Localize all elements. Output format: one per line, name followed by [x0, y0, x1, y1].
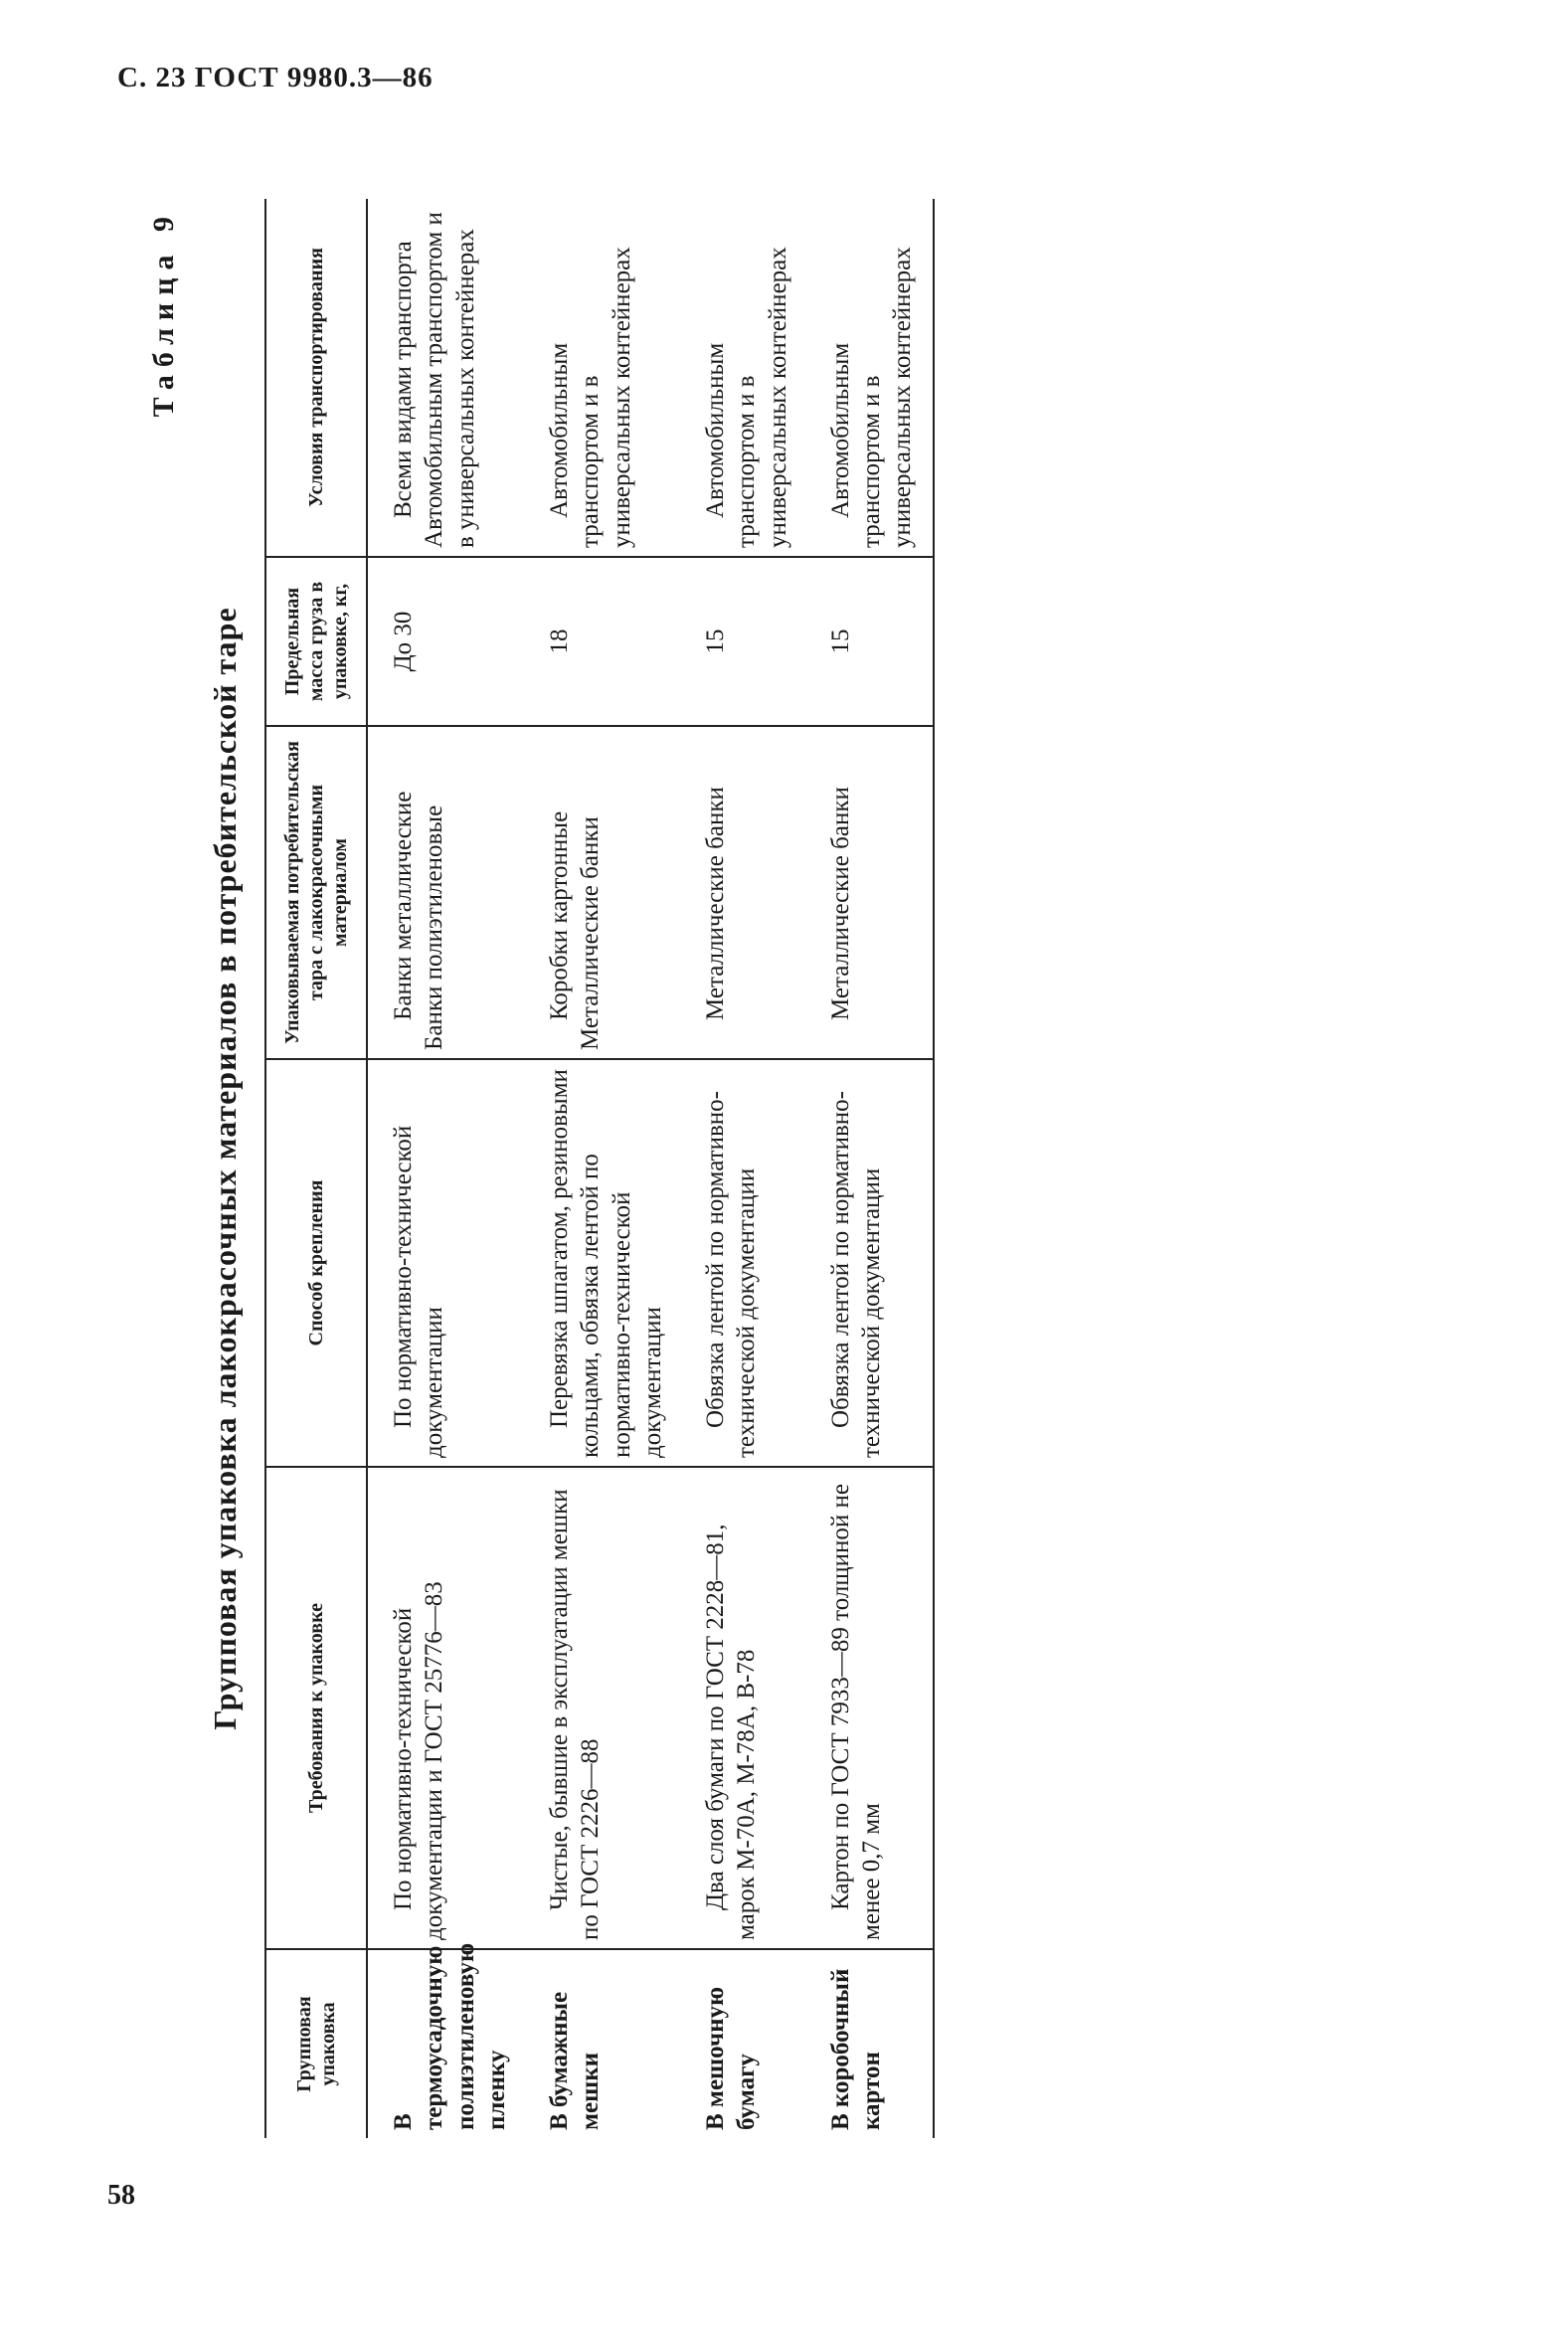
containers-cell: Металлические банки: [682, 726, 807, 1059]
page-header: С. 23 ГОСТ 9980.3—86: [117, 62, 434, 93]
table-body: [367, 199, 934, 2138]
group-cell: В мешочную бумагу: [702, 1986, 761, 2130]
requirements-cell: Два слоя бумаги по ГОСТ 2228—81, марок М-70А, М-78А, В-78: [682, 1467, 807, 1949]
requirements-cell: По нормативно-технической документации и ГОСТ 25776—83: [367, 1467, 526, 1949]
column-header: Условия транспортирования: [265, 199, 367, 557]
column-header: Упаковываемая потребительская тара с лакокрасочными материалом: [265, 726, 367, 1059]
fastening-cell: Обвязка лентой по нормативно-технической документации: [682, 1059, 807, 1467]
group-cell: В коробочный картон: [826, 1968, 885, 2130]
group-cell: В бумажные мешки: [546, 1991, 605, 2130]
containers-cell: Коробки картонные Металлические банки: [526, 726, 682, 1059]
fastening-cell: Перевязка шпагатом, резиновыми кольцами, обвязка лентой по нормативно-технической документации: [526, 1059, 682, 1467]
table-row: [807, 199, 934, 2138]
column-header: Способ крепления: [265, 1059, 367, 1467]
transport-cell: Всеми видами транспорта Автомобильным транспортом и в универсальных контейнерах: [367, 199, 526, 557]
requirements-cell: Чистые, бывшие в эксплуатации мешки по ГОСТ 2226—88: [526, 1467, 682, 1949]
column-header: Предельная масса груза в упаковке, кг,: [265, 557, 367, 726]
transport-cell: Автомобильным транспортом и в универсальных контейнерах: [807, 199, 934, 557]
page-number: 58: [107, 2180, 135, 2211]
containers-cell: Металлические банки: [807, 726, 934, 1059]
mass-cell: 15: [682, 557, 807, 726]
fastening-cell: Обвязка лентой по нормативно-технической документации: [807, 1059, 934, 1467]
fastening-cell: По нормативно-технической документации: [367, 1059, 526, 1467]
mass-cell: 18: [526, 557, 682, 726]
table-label: Таблица 9: [147, 209, 180, 418]
transport-cell: Автомобильным транспортом и в универсальных контейнерах: [526, 199, 682, 557]
table-row: [526, 199, 682, 2138]
column-header: Групповая упаковка: [265, 1949, 367, 2138]
requirements-cell: Картон по ГОСТ 7933—89 толщиной не менее 0,7 мм: [807, 1467, 934, 1949]
group-cell: В термоусадочную полиэтиленовую пленку: [390, 1942, 510, 2130]
column-header: Требования к упаковке: [265, 1467, 367, 1949]
containers-cell: Банки металлические Банки полиэтиленовые: [367, 726, 526, 1059]
table-title: Групповая упаковка лакокрасочных материалов в потребительской таре: [207, 607, 243, 1730]
table-row: [367, 199, 526, 2138]
mass-cell: 15: [807, 557, 934, 726]
table-header-row: [265, 199, 367, 2138]
packaging-table: [264, 199, 935, 2138]
transport-cell: Автомобильным транспортом и в универсальных контейнерах: [682, 199, 807, 557]
table-row: [682, 199, 807, 2138]
rotated-table-area: [147, 179, 1390, 2158]
mass-cell: До 30: [367, 557, 526, 726]
